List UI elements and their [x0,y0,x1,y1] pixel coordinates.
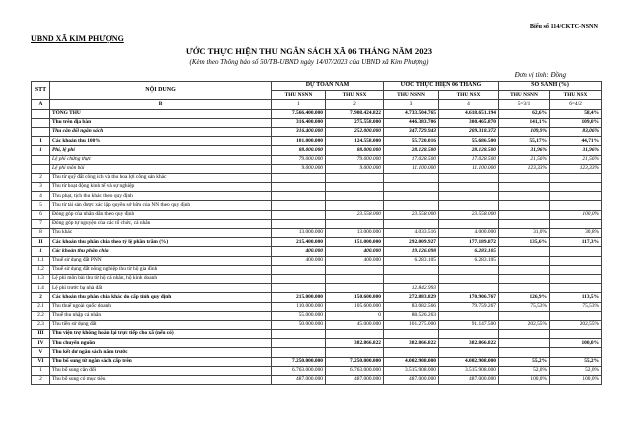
row-content: Lệ phí trước bạ nhà đất [50,284,272,293]
row-content: Thu bổ sung từ ngân sách cấp trên [50,357,272,366]
row-stt: IV [32,339,50,348]
row-estimate-nsnn: 55.000.000 [272,311,326,320]
row-actual-nsx: 300.465.870 [439,118,499,127]
row-stt: 2.2 [32,311,50,320]
row-compare-nsx [550,219,602,228]
row-actual-nsnn [384,173,439,182]
row-estimate-nsx: 105.600.000 [326,302,384,311]
row-compare-nsx [550,201,602,210]
row-content: Các khoản thu phân chia khác do cấp tỉnh quy định [50,293,272,302]
row-actual-nsnn: 4.033.516 [384,229,439,238]
row-actual-nsx [439,265,499,274]
row-actual-nsx [439,183,499,192]
row-compare-nsx: 55,2% [550,357,602,366]
row-compare-nsnn: 52,0% [499,366,550,375]
row-estimate-nsnn [272,330,326,339]
row-actual-nsx [439,311,499,320]
table-row [32,293,602,302]
row-compare-nsnn [499,256,550,265]
row-compare-nsx [550,265,602,274]
row-actual-nsx [439,274,499,283]
row-estimate-nsnn: 13.000.000 [272,229,326,238]
row-content: Thu viện trợ không hoàn lại trực tiếp cho xã (nếu có) [50,330,272,339]
row-compare-nsnn [499,274,550,283]
row-stt [32,164,50,173]
row-stt [32,127,50,136]
row-actual-nsx: 11.100.000 [439,164,499,173]
row-stt: 1 [32,247,50,256]
row-compare-nsx [550,183,602,192]
row-actual-nsx: 23.558.000 [439,210,499,219]
row-estimate-nsx: 487.000.000 [326,376,384,385]
row-actual-nsx: 209.318.372 [439,127,499,136]
table-row [32,173,602,182]
row-content: Thu trên địa bàn [50,118,272,127]
row-compare-nsx: 113,5% [550,293,602,302]
row-estimate-nsnn [272,210,326,219]
row-estimate-nsx [326,183,384,192]
row-actual-nsx: 91.147.500 [439,320,499,329]
row-estimate-nsnn: 6.763.000.000 [272,366,326,375]
row-actual-nsnn: 292.009.927 [384,238,439,247]
row-actual-nsx: 79.759.267 [439,302,499,311]
row-stt: 1.3 [32,274,50,283]
row-actual-nsnn: 487.000.000 [384,376,439,385]
row-content: Thu chuyển nguồn [50,339,272,348]
row-compare-nsnn [499,219,550,228]
row-estimate-nsx: 88.000.000 [326,146,384,155]
row-stt [32,118,50,127]
row-actual-nsx [439,330,499,339]
row-estimate-nsx: 275.558.000 [326,118,384,127]
index-4: 4 [439,100,499,109]
table-row [32,284,602,293]
row-stt: 1.4 [32,284,50,293]
row-compare-nsnn [499,284,550,293]
row-stt: 1 [32,366,50,375]
row-actual-nsx [439,219,499,228]
row-compare-nsx: 109,0% [550,118,602,127]
row-estimate-nsnn [272,201,326,210]
table-body [32,109,602,385]
index-b: B [50,100,272,109]
row-estimate-nsnn [272,192,326,201]
row-content: Thu khác [50,229,272,238]
row-actual-nsx: 6.283.105 [439,247,499,256]
table-row [32,192,602,201]
row-actual-nsnn: 23.558.000 [384,210,439,219]
table-row [32,348,602,357]
row-compare-nsnn [499,247,550,256]
row-compare-nsnn: 109,9% [499,127,550,136]
row-estimate-nsx: 124.558.000 [326,137,384,146]
row-actual-nsx [439,284,499,293]
row-compare-nsx: 30,8% [550,229,602,238]
row-actual-nsnn: 347.729.943 [384,127,439,136]
row-compare-nsnn: 55,2% [499,357,550,366]
row-estimate-nsx: 45.000.000 [326,320,384,329]
row-estimate-nsnn: 79.000.000 [272,155,326,164]
row-compare-nsnn: 75,53% [499,302,550,311]
row-actual-nsnn: 3.515.908.000 [384,366,439,375]
row-compare-nsx: 52,0% [550,366,602,375]
row-compare-nsnn [499,330,550,339]
row-compare-nsnn: 135,6% [499,238,550,247]
row-compare-nsnn [499,311,550,320]
row-actual-nsnn: 28.128.500 [384,146,439,155]
row-compare-nsnn [499,210,550,219]
row-estimate-nsnn [272,348,326,357]
row-actual-nsnn: 17.028.500 [384,155,439,164]
row-compare-nsx [550,330,602,339]
row-estimate-nsx: 23.558.000 [326,210,384,219]
row-compare-nsx: 83,06% [550,127,602,136]
row-compare-nsnn [499,265,550,274]
table-row [32,357,602,366]
row-actual-nsx [439,192,499,201]
row-actual-nsnn: 19.126.098 [384,247,439,256]
row-actual-nsx: 4.618.651.194 [439,109,499,118]
row-compare-nsnn [499,201,550,210]
row-compare-nsx: 21,56% [550,155,602,164]
table-row [32,118,602,127]
table-row [32,127,602,136]
row-estimate-nsx: 6.763.000.000 [326,366,384,375]
row-compare-nsnn [499,348,550,357]
row-estimate-nsx: 151.000.000 [326,238,384,247]
row-estimate-nsx: 9.000.000 [326,164,384,173]
row-actual-nsx [439,348,499,357]
row-estimate-nsnn: 50.000.000 [272,320,326,329]
row-estimate-nsx [326,219,384,228]
index-6: 6=4/2 [550,100,602,109]
row-actual-nsx [439,173,499,182]
row-estimate-nsnn: 215.000.000 [272,293,326,302]
row-content: Thu phạt, tịch thu khác theo quy định [50,192,272,201]
row-content: Lệ phí chứng thực [50,155,272,164]
row-stt [32,155,50,164]
row-actual-nsnn [384,265,439,274]
row-compare-nsx: 100,0% [550,376,602,385]
row-stt: 5 [32,201,50,210]
row-estimate-nsx [326,201,384,210]
row-estimate-nsx: 252.000.000 [326,127,384,136]
row-stt: 1.1 [32,256,50,265]
row-estimate-nsx: 7.250.000.000 [326,357,384,366]
row-compare-nsx: 100,0% [550,210,602,219]
row-actual-nsnn [384,192,439,201]
row-compare-nsx [550,173,602,182]
row-estimate-nsnn: 400.000 [272,256,326,265]
row-compare-nsnn: 62,6% [499,109,550,118]
row-compare-nsnn [499,339,550,348]
row-stt: VI [32,357,50,366]
row-estimate-nsnn [272,265,326,274]
table-row [32,146,602,155]
table-row [32,247,602,256]
row-compare-nsx [550,192,602,201]
row-content: Thuế sử dụng đất nông nghiệp thu từ hộ gia đình [50,265,272,274]
row-content: Các khoản thu 100% [50,137,272,146]
row-estimate-nsx [326,173,384,182]
row-compare-nsnn [499,192,550,201]
table-row [32,339,602,348]
row-compare-nsnn: 100,0% [499,376,550,385]
row-content: Thu từ quỹ đất công ích và thu hoa lợi công sản khác [50,173,272,182]
row-actual-nsnn [384,330,439,339]
table-row [32,229,602,238]
row-content: Thu bổ sung cân đối [50,366,272,375]
row-compare-nsnn [499,183,550,192]
row-stt: 2 [32,376,50,385]
row-actual-nsx: 6.283.105 [439,256,499,265]
row-stt: I [32,137,50,146]
row-estimate-nsnn [272,183,326,192]
row-actual-nsx: 487.000.000 [439,376,499,385]
row-content: Thu từ tài sản được xác lập quyền sở hữu của NN theo quy định [50,201,272,210]
row-stt: 2.1 [32,302,50,311]
header-nsx-3: THU NSX [550,91,602,100]
row-estimate-nsnn [272,274,326,283]
row-content: Thu bổ sung có mục tiêu [50,376,272,385]
row-actual-nsnn: 55.720.016 [384,137,439,146]
row-estimate-nsnn: 101.000.000 [272,137,326,146]
table-row [32,155,602,164]
row-estimate-nsnn [272,339,326,348]
row-actual-nsx: 17.028.500 [439,155,499,164]
row-estimate-nsnn: 7.566.400.000 [272,109,326,118]
row-compare-nsx: 58,4% [550,109,602,118]
row-actual-nsx: 170.906.767 [439,293,499,302]
table-row [32,164,602,173]
index-2: 2 [326,100,384,109]
row-compare-nsx: 117,3% [550,238,602,247]
table-row [32,302,602,311]
row-estimate-nsnn: 316.400.000 [272,127,326,136]
row-actual-nsnn: 11.100.000 [384,164,439,173]
row-actual-nsnn: 272.883.829 [384,293,439,302]
row-compare-nsnn: 141,1% [499,118,550,127]
row-estimate-nsnn: 110.000.000 [272,302,326,311]
row-compare-nsnn: 31,0% [499,229,550,238]
row-stt: 1 [32,146,50,155]
row-estimate-nsx: 400.000 [326,247,384,256]
form-code: Biểu số 114/CKTC-NSNN [529,23,598,30]
row-actual-nsnn [384,348,439,357]
row-compare-nsnn: 21,56% [499,155,550,164]
row-content: TỔNG THU [50,109,272,118]
row-actual-nsnn: 382.866.822 [384,339,439,348]
row-estimate-nsnn [272,219,326,228]
row-estimate-nsnn: 215.400.000 [272,238,326,247]
row-stt: 8 [32,229,50,238]
row-estimate-nsx: 79.000.000 [326,155,384,164]
row-stt: 3 [32,183,50,192]
row-actual-nsnn: 83.082.566 [384,302,439,311]
table-row [32,238,602,247]
row-compare-nsx: 31,96% [550,146,602,155]
index-3: 3 [384,100,439,109]
row-compare-nsnn: 55,17% [499,137,550,146]
header-nsnn-3: THU NSNN [499,91,550,100]
row-compare-nsx: 123,33% [550,164,602,173]
table-row [32,109,602,118]
table-row [32,219,602,228]
row-estimate-nsx [326,265,384,274]
row-stt: 4 [32,192,50,201]
row-compare-nsx: 44,71% [550,137,602,146]
header-actual: ƯỚC THỰC HIỆN 06 THÁNG [384,82,499,91]
row-content: Thu thuế ngoài quốc doanh [50,302,272,311]
row-content: Phí, lệ phí [50,146,272,155]
table-row [32,376,602,385]
header-content: NỘI DUNG [50,82,272,100]
row-estimate-nsx: 382.866.822 [326,339,384,348]
row-stt: 1.2 [32,265,50,274]
document-subtitle: (Kèm theo Thông báo số 50/TB-UBND ngày 14/07/2023 của UBND xã Kim Phượng) [189,58,429,66]
row-compare-nsx [550,247,602,256]
row-content: Thuế thu nhập cá nhân [50,311,272,320]
row-compare-nsnn: 126,9% [499,293,550,302]
row-compare-nsx [550,348,602,357]
row-compare-nsx [550,256,602,265]
row-stt: V [32,348,50,357]
row-estimate-nsx: 13.000.000 [326,229,384,238]
index-5: 5=3/1 [499,100,550,109]
row-stt: 2.3 [32,320,50,329]
row-compare-nsnn: 202,55% [499,320,550,329]
table-row [32,311,602,320]
table-row [32,210,602,219]
row-estimate-nsnn: 487.000.000 [272,376,326,385]
row-actual-nsx: 382.866.822 [439,339,499,348]
header-nsx-1: THU NSX [326,91,384,100]
row-compare-nsx: 75,53% [550,302,602,311]
row-actual-nsnn: 101.275.000 [384,320,439,329]
row-stt: II [32,238,50,247]
row-stt: III [32,330,50,339]
row-actual-nsx: 4.000.000 [439,229,499,238]
unit-label: Đơn vị tính: Đồng [514,71,566,79]
row-actual-nsnn [384,219,439,228]
row-estimate-nsx [326,330,384,339]
agency-name: UBND XÃ KIM PHƯỢNG [31,34,124,43]
row-actual-nsnn: 6.283.105 [384,256,439,265]
row-stt: 6 [32,210,50,219]
row-content: Thu từ hoạt động kinh tế và sự nghiệp [50,183,272,192]
row-estimate-nsx: 0 [326,311,384,320]
row-compare-nsx: 100,0% [550,339,602,348]
table-row [32,183,602,192]
row-compare-nsnn: 31,96% [499,146,550,155]
row-estimate-nsnn: 7.250.000.000 [272,357,326,366]
table-row [32,274,602,283]
row-actual-nsnn: 4.002.908.000 [384,357,439,366]
row-estimate-nsx: 7.908.424.822 [326,109,384,118]
row-content: Lệ phí môn bài thu từ hộ cá nhân, hộ kinh doanh [50,274,272,283]
row-estimate-nsnn [272,173,326,182]
row-stt: 2 [32,173,50,182]
row-estimate-nsnn: 400.000 [272,247,326,256]
index-1: 1 [272,100,326,109]
table-row [32,137,602,146]
row-estimate-nsnn: 88.000.000 [272,146,326,155]
row-actual-nsnn [384,201,439,210]
revenue-table [31,81,602,385]
row-estimate-nsx [326,274,384,283]
row-actual-nsnn [384,274,439,283]
table-row [32,256,602,265]
header-compare: SO SÁNH (%) [499,82,602,91]
row-actual-nsnn [384,183,439,192]
row-compare-nsx: 202,55% [550,320,602,329]
row-compare-nsx [550,284,602,293]
row-content: Đóng góp tự nguyện của các tổ chức, cá nhân [50,219,272,228]
row-estimate-nsnn [272,284,326,293]
header-estimate: DỰ TOÁN NĂM [272,82,384,91]
header-nsx-2: THU NSX [439,91,499,100]
row-actual-nsx: 3.515.908.000 [439,366,499,375]
row-actual-nsnn: 446.383.706 [384,118,439,127]
row-estimate-nsx [326,348,384,357]
row-content: Thu cân đối ngân sách [50,127,272,136]
row-estimate-nsx: 150.600.000 [326,293,384,302]
table-row [32,330,602,339]
row-actual-nsnn: 88.526.263 [384,311,439,320]
row-compare-nsx [550,311,602,320]
row-estimate-nsx: 400.000 [326,256,384,265]
row-compare-nsx [550,274,602,283]
row-stt: 7 [32,219,50,228]
row-actual-nsx: 177.189.872 [439,238,499,247]
table-row [32,320,602,329]
index-a: A [32,100,50,109]
table-row [32,201,602,210]
row-content: Lệ phí môn bài [50,164,272,173]
row-content: Các khoản thu phân chia theo tỷ lệ phần trăm (%) [50,238,272,247]
row-estimate-nsx [326,192,384,201]
row-actual-nsnn: 4.733.504.765 [384,109,439,118]
row-estimate-nsnn: 9.000.000 [272,164,326,173]
row-actual-nsx: 4.002.908.000 [439,357,499,366]
table-row [32,366,602,375]
table-row [32,265,602,274]
row-content: Đóng góp của nhân dân theo quy định [50,210,272,219]
row-actual-nsx [439,201,499,210]
row-stt [32,109,50,118]
row-estimate-nsx [326,284,384,293]
row-actual-nsx: 28.128.500 [439,146,499,155]
header-nsnn-1: THU NSNN [272,91,326,100]
row-content: Thu kết dư ngân sách năm trước [50,348,272,357]
row-compare-nsnn [499,173,550,182]
row-content: Các khoản thu phân chia [50,247,272,256]
row-stt: 2 [32,293,50,302]
document-title: ƯỚC THỰC HIỆN THU NGÂN SÁCH XÃ 06 THÁNG NĂM 2023 [185,46,433,56]
row-content: Thuế sử dụng đất PNN [50,256,272,265]
header-nsnn-2: THU NSNN [384,91,439,100]
row-compare-nsnn: 123,33% [499,164,550,173]
header-stt: STT [32,82,50,100]
row-actual-nsx: 55.686.500 [439,137,499,146]
row-actual-nsnn: 12.842.993 [384,284,439,293]
row-estimate-nsnn: 316.400.000 [272,118,326,127]
row-content: Thu tiền sử dụng đất [50,320,272,329]
